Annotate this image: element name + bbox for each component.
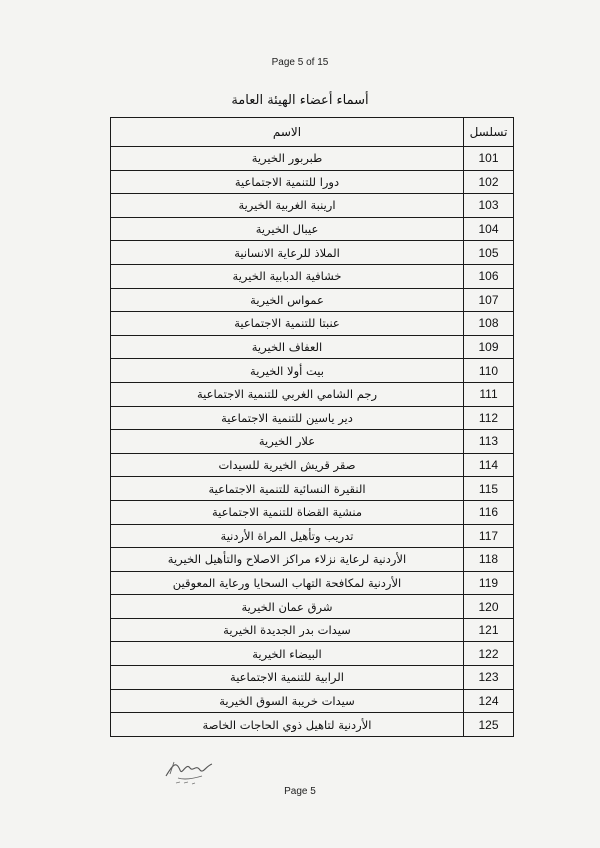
member-name-cell: الرابية للتنمية الاجتماعية xyxy=(111,666,464,690)
table-row xyxy=(111,595,514,619)
table-row xyxy=(111,548,514,572)
table-row xyxy=(111,406,514,430)
member-name-cell: خشافية الدبابية الخيرية xyxy=(111,264,464,288)
member-name-cell: دير ياسين للتنمية الاجتماعية xyxy=(111,406,464,430)
serial-cell: 117 xyxy=(464,524,514,548)
member-name-cell: شرق عمان الخيرية xyxy=(111,595,464,619)
serial-cell: 108 xyxy=(464,312,514,336)
serial-cell: 119 xyxy=(464,571,514,595)
document-title: أسماء أعضاء الهيئة العامة xyxy=(231,93,369,108)
serial-cell: 103 xyxy=(464,194,514,218)
table-row xyxy=(111,642,514,666)
serial-cell: 118 xyxy=(464,548,514,572)
table-row xyxy=(111,241,514,265)
member-name-cell: منشية القضاة للتنمية الاجتماعية xyxy=(111,500,464,524)
table-row xyxy=(111,477,514,501)
member-name-cell: الأردنية لتاهيل ذوي الحاجات الخاصة xyxy=(111,713,464,737)
table-row xyxy=(111,312,514,336)
serial-cell: 109 xyxy=(464,335,514,359)
member-name-cell: ارينبة الغربية الخيرية xyxy=(111,194,464,218)
member-name-cell: الأردنية لرعاية نزلاء مراكز الاصلاح والتأهيل الخيرية xyxy=(111,548,464,572)
table-row xyxy=(111,618,514,642)
table-row xyxy=(111,689,514,713)
table-row xyxy=(111,147,514,171)
table-row xyxy=(111,288,514,312)
member-name-cell: صقر قريش الخيرية للسيدات xyxy=(111,453,464,477)
serial-cell: 115 xyxy=(464,477,514,501)
table-row xyxy=(111,194,514,218)
members-table xyxy=(110,117,514,737)
member-name-cell: علار الخيرية xyxy=(111,430,464,454)
page-header: Page 5 of 15 xyxy=(271,57,329,68)
serial-cell: 113 xyxy=(464,430,514,454)
table-row xyxy=(111,264,514,288)
table-row xyxy=(111,571,514,595)
serial-cell: 107 xyxy=(464,288,514,312)
serial-cell: 125 xyxy=(464,713,514,737)
name-column-header: الاسم xyxy=(111,118,464,147)
serial-cell: 102 xyxy=(464,170,514,194)
member-name-cell: طبربور الخيرية xyxy=(111,147,464,171)
table-row xyxy=(111,217,514,241)
serial-cell: 124 xyxy=(464,689,514,713)
serial-cell: 116 xyxy=(464,500,514,524)
member-name-cell: البيضاء الخيرية xyxy=(111,642,464,666)
table-row xyxy=(111,500,514,524)
serial-column-header: تسلسل xyxy=(464,118,514,147)
serial-cell: 104 xyxy=(464,217,514,241)
signature-image xyxy=(162,752,222,788)
member-name-cell: النقيرة النسائية للتنمية الاجتماعية xyxy=(111,477,464,501)
table-row xyxy=(111,170,514,194)
serial-cell: 120 xyxy=(464,595,514,619)
member-name-cell: بيت أولا الخيرية xyxy=(111,359,464,383)
member-name-cell: رجم الشامي الغربي للتنمية الاجتماعية xyxy=(111,382,464,406)
serial-cell: 114 xyxy=(464,453,514,477)
member-name-cell: دورا للتنمية الاجتماعية xyxy=(111,170,464,194)
member-name-cell: عنبتا للتنمية الاجتماعية xyxy=(111,312,464,336)
table-row xyxy=(111,335,514,359)
member-name-cell: الأردنية لمكافحة التهاب السحايا ورعاية المعوقين xyxy=(111,571,464,595)
table-row xyxy=(111,382,514,406)
member-name-cell: الملاذ للرعاية الانسانية xyxy=(111,241,464,265)
table-row xyxy=(111,666,514,690)
page-footer: Page 5 xyxy=(284,786,316,797)
table-row xyxy=(111,453,514,477)
serial-cell: 106 xyxy=(464,264,514,288)
serial-cell: 121 xyxy=(464,618,514,642)
table-body xyxy=(111,147,514,737)
table-row xyxy=(111,359,514,383)
table-row xyxy=(111,713,514,737)
table-row xyxy=(111,524,514,548)
member-name-cell: عمواس الخيرية xyxy=(111,288,464,312)
table-header-row xyxy=(111,118,514,147)
member-name-cell: سيدات خريبة السوق الخيرية xyxy=(111,689,464,713)
serial-cell: 112 xyxy=(464,406,514,430)
serial-cell: 122 xyxy=(464,642,514,666)
serial-cell: 123 xyxy=(464,666,514,690)
serial-cell: 105 xyxy=(464,241,514,265)
table-row xyxy=(111,430,514,454)
serial-cell: 110 xyxy=(464,359,514,383)
member-name-cell: عيبال الخيرية xyxy=(111,217,464,241)
member-name-cell: العفاف الخيرية xyxy=(111,335,464,359)
member-name-cell: سيدات بدر الجديدة الخيرية xyxy=(111,618,464,642)
serial-cell: 101 xyxy=(464,147,514,171)
serial-cell: 111 xyxy=(464,382,514,406)
member-name-cell: تدريب وتأهيل المراة الأردنية xyxy=(111,524,464,548)
